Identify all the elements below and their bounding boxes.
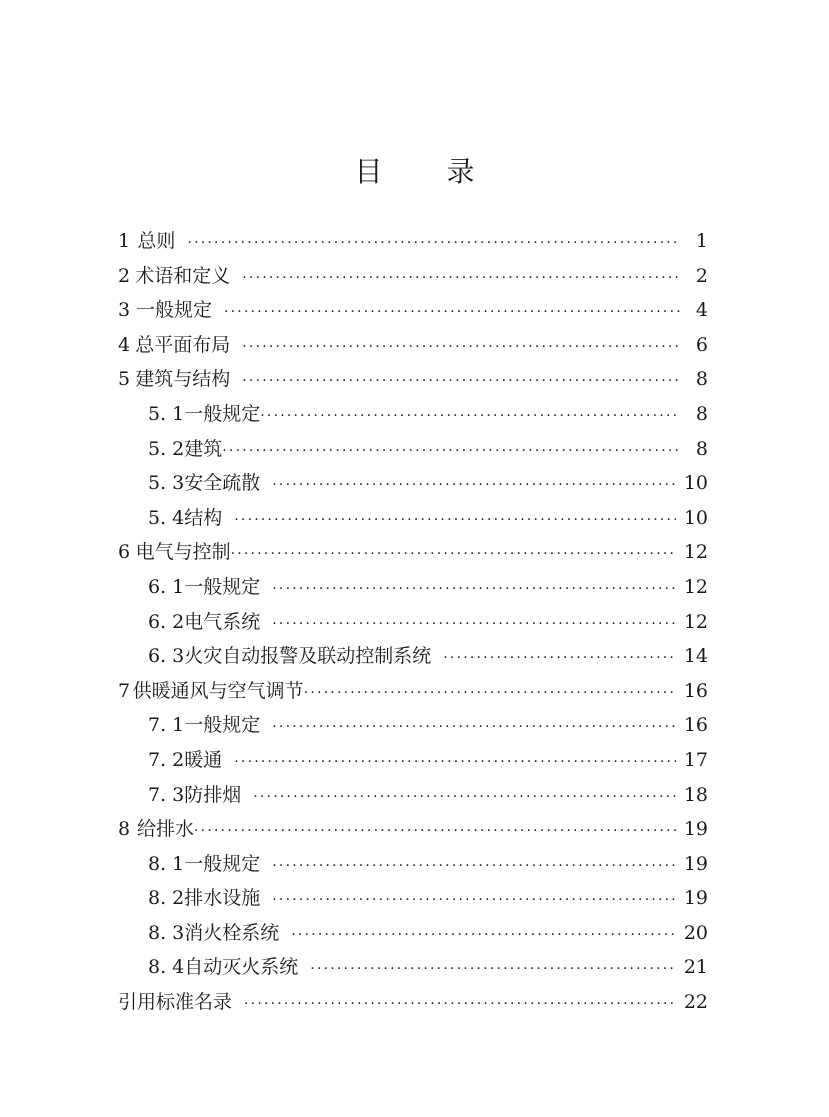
toc-entry-label: 给排水: [137, 818, 195, 841]
toc-entry[interactable]: [118, 293, 708, 328]
dot-leader: [272, 607, 676, 642]
dot-leader: [272, 883, 676, 918]
toc-entry[interactable]: [118, 985, 708, 1020]
toc-entry-number: 5. 3: [148, 472, 185, 495]
dot-leader: [234, 745, 676, 780]
dot-leader: [310, 952, 676, 987]
table-of-contents: [118, 224, 708, 1020]
toc-entry[interactable]: [118, 535, 708, 570]
dot-leader: [194, 814, 676, 849]
toc-entry[interactable]: [118, 224, 708, 259]
toc-entry-page-number: 19: [683, 852, 708, 875]
toc-entry-label: 火灾自动报警及联动控制系统: [184, 645, 432, 668]
dot-leader: [260, 399, 680, 434]
dot-leader: [187, 226, 680, 261]
toc-entry-label: 一般规定: [184, 852, 261, 875]
toc-entry-label: 总则: [137, 230, 176, 252]
dot-leader: [443, 641, 676, 676]
dot-leader: [231, 537, 676, 572]
toc-entry-label: 建筑: [184, 437, 223, 460]
toc-entry-number: 1: [118, 230, 131, 252]
dot-leader: [222, 434, 680, 469]
toc-entry[interactable]: [118, 432, 708, 467]
toc-entry-page-number: 10: [683, 472, 708, 495]
toc-entry-label: 一般规定: [184, 402, 261, 425]
toc-entry[interactable]: [118, 847, 708, 882]
toc-entry-number: 2: [118, 264, 131, 287]
toc-entry-number: 5. 2: [148, 437, 185, 460]
toc-entry[interactable]: [118, 950, 708, 985]
toc-entry-label: 一般规定: [135, 299, 212, 322]
toc-entry[interactable]: [118, 328, 708, 363]
toc-entry-page-number: 21: [683, 956, 708, 979]
toc-entry[interactable]: [118, 812, 708, 847]
toc-entry-number: 5. 4: [148, 506, 185, 529]
toc-entry-page-number: 1: [695, 230, 708, 252]
toc-entry-label: 暖通: [184, 748, 223, 771]
toc-entry-page-number: 8: [695, 402, 708, 425]
toc-entry-page-number: 12: [683, 575, 708, 598]
toc-entry-page-number: 18: [683, 783, 708, 806]
toc-entry-number: 6. 3: [148, 645, 185, 668]
toc-entry-page-number: 17: [683, 748, 708, 771]
toc-entry-number: 3: [118, 299, 131, 322]
toc-entry-page-number: 8: [695, 368, 708, 391]
toc-entry-number: 5. 1: [148, 402, 185, 425]
dot-leader: [272, 468, 676, 503]
dot-leader: [224, 295, 680, 330]
toc-entry-number: 8. 2: [148, 887, 185, 910]
title-char-1: 目: [354, 155, 383, 188]
toc-entry-number: 6: [118, 541, 131, 564]
toc-entry-number: 6. 2: [148, 610, 185, 633]
toc-entry-number: 7. 3: [148, 783, 185, 806]
toc-entry-number: 8: [118, 818, 131, 841]
toc-entry-page-number: 8: [695, 437, 708, 460]
toc-entry[interactable]: [118, 605, 708, 640]
page-title: [0, 150, 829, 190]
toc-entry-label: 防排烟: [184, 783, 242, 806]
dot-leader: [291, 918, 676, 953]
dot-leader: [253, 780, 676, 815]
toc-entry-number: 5: [118, 368, 131, 391]
toc-entry-number: 7. 2: [148, 748, 185, 771]
dot-leader: [304, 676, 676, 711]
toc-entry-label: 结构: [184, 506, 223, 529]
toc-entry-number: 7. 1: [148, 714, 185, 737]
toc-entry[interactable]: [118, 743, 708, 778]
toc-entry-page-number: 16: [683, 679, 708, 702]
toc-entry-label: 排水设施: [184, 887, 261, 910]
title-char-2: 录: [446, 155, 475, 188]
toc-entry-page-number: 12: [683, 541, 708, 564]
toc-entry-page-number: 10: [683, 506, 708, 529]
toc-entry[interactable]: [118, 916, 708, 951]
toc-entry-label: 引用标准名录: [118, 991, 233, 1014]
toc-entry-number: 6. 1: [148, 575, 185, 598]
toc-entry[interactable]: [118, 639, 708, 674]
toc-entry-label: 总平面布局: [135, 333, 231, 356]
toc-entry-number: 4: [118, 333, 131, 356]
toc-entry-label: 一般规定: [184, 714, 261, 737]
dot-leader: [272, 849, 676, 884]
toc-entry[interactable]: [118, 881, 708, 916]
toc-entry-label: 安全疏散: [184, 472, 261, 495]
dot-leader: [242, 261, 680, 296]
toc-entry-page-number: 16: [683, 714, 708, 737]
toc-entry-label: 建筑与结构: [135, 368, 231, 391]
toc-entry-page-number: 6: [695, 333, 708, 356]
toc-entry-label: 自动灭火系统: [184, 956, 299, 979]
toc-entry-number: 7: [118, 679, 131, 702]
toc-entry-label: 供暖通风与空气调节: [132, 679, 304, 702]
dot-leader: [272, 572, 676, 607]
dot-leader: [272, 710, 676, 745]
dot-leader: [244, 987, 676, 1022]
dot-leader: [234, 503, 676, 538]
toc-entry[interactable]: [118, 570, 708, 605]
toc-entry-page-number: 20: [683, 921, 708, 944]
toc-entry[interactable]: [118, 501, 708, 536]
toc-entry[interactable]: [118, 466, 708, 501]
dot-leader: [242, 330, 680, 365]
toc-entry-page-number: 4: [695, 299, 708, 322]
toc-entry[interactable]: [118, 259, 708, 294]
toc-entry-label: 一般规定: [184, 575, 261, 598]
toc-entry-label: 电气与控制: [135, 541, 231, 564]
toc-entry-label: 消火栓系统: [184, 921, 280, 944]
toc-entry-page-number: 19: [683, 887, 708, 910]
toc-entry-page-number: 19: [683, 818, 708, 841]
toc-entry-number: 8. 4: [148, 956, 185, 979]
toc-entry-number: 8. 1: [148, 852, 185, 875]
toc-entry-label: 术语和定义: [135, 264, 231, 287]
toc-entry-label: 电气系统: [184, 610, 261, 633]
toc-entry-page-number: 22: [683, 991, 708, 1014]
toc-entry[interactable]: [118, 397, 708, 432]
toc-entry-page-number: 2: [695, 264, 708, 287]
dot-leader: [242, 364, 680, 399]
toc-entry-page-number: 12: [683, 610, 708, 633]
toc-entry[interactable]: [118, 778, 708, 813]
toc-entry-number: 8. 3: [148, 921, 185, 944]
toc-entry[interactable]: [118, 708, 708, 743]
toc-entry[interactable]: [118, 362, 708, 397]
toc-entry-page-number: 14: [683, 645, 708, 668]
toc-entry[interactable]: [118, 674, 708, 709]
